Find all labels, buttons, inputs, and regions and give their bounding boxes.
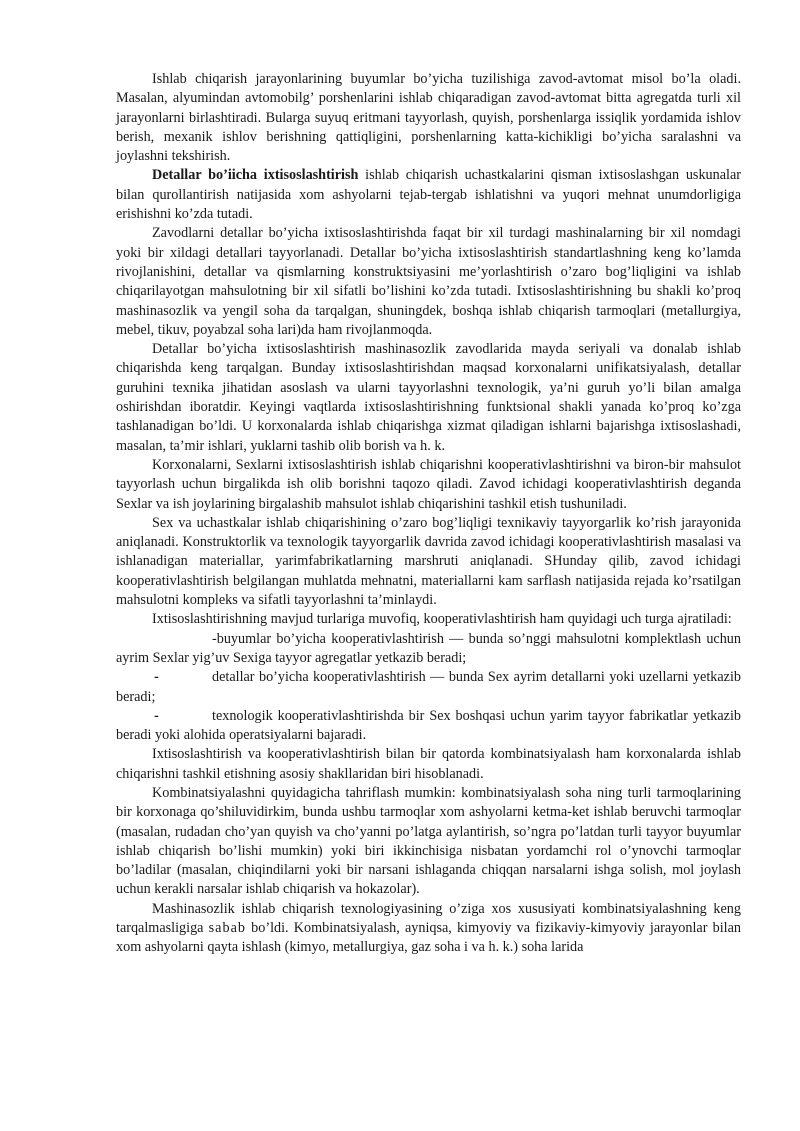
paragraph-5: Korxonalarni, Sexlarni ixtisoslashtirish ishlab chiqarishni kooperativlashtirishni va biron-bir mahsulot tayyorlash uchun birgalikda ish olib borishni taqozo qiladi. Zavod ichidagi kooperativlashtirish deganda Sexlar va ish joylarining birgalashib mahsulot ishlab chiqarishini tashkil etish tushuniladi. xyxy=(116,456,741,512)
list-item xyxy=(116,668,741,707)
list-item-text: detallar bo’yicha kooperativlashtirish — bunda Sex ayrim detallarni yoki uzellarni yetkazib beradi; xyxy=(116,669,741,705)
paragraph-6: Sex va uchastkalar ishlab chiqarishining o’zaro bog’liqligi texnikaviy tayyorgarlik ko’rish jarayonida aniqlanadi. Konstruktorlik va texnologik tayyorgarlik davrida zavod ichidagi kooperativlashtirish masalasi va ishlanadigan materiallar, yarimfabrikatlarning marshruti aniqlanadi. SHunday qilib, zavod ichidagi kooperativlashtirish belgilangan muhlatda mehnatni, materiallarni kam sarflash natijasida rejada ko’rsatilgan mahsulotni kompleks va sifatli tayyorlashni ta’minlaydi. xyxy=(116,514,741,609)
document-page xyxy=(116,70,741,958)
paragraph-2-text: ishlab chiqarish uchastkalarini qisman ixtisoslashgan uskunalar bilan qurollantirish natijasida xom ashyolarni tejab-tergab ishlatishni va yuqori mehnat unumdorligiga erishishni ko’zda tutadi. xyxy=(116,167,741,223)
paragraph-8: Ixtisoslashtirish va kooperativlashtirish bilan bir qatorda kombinatsiyalash ham korxonalarda ishlab chiqarishni tashkil etishning asosiy shakllaridan biri hisoblanadi. xyxy=(116,746,741,782)
paragraph-3: Zavodlarni detallar bo’yicha ixtisoslashtirishda faqat bir xil turdagi mashinalarning bir xil nomdagi yoki bir xildagi detallari tayyorlanadi. Detallar bo’yicha ixtisoslashtirish standartlashning keng ko’lamda rivojlanishini, detallar va qismlarning konstruktsiyasini me’yorlashtirish o’zaro bog’liqligini va ishlab chiqarilayotgan mahsulotning bir xil sifatli bo’lishini ko’zda tutadi. Ixtisoslashtirishning bu shakli ko’proq mashinasozlik va yengil soha da tarqalgan, shuningdek, boshqa ishlab chiqarish tarmoqlari (metallurgiya, mebel, tikuv, poyabzal soha lari)da ham rivojlanmoqda. xyxy=(116,225,741,338)
bold-term: Detallar bo’iicha ixtisoslashtirish xyxy=(152,167,359,184)
paragraph-2 xyxy=(116,166,741,224)
paragraph-9: Kombinatsiyalashni quyidagicha tahriflash mumkin: kombinatsiyalash soha ning turli tarmoqlarining bir korxonaga qo’shiluvidirkim, bunda ushbu tarmoqlar xom ashyolarni ketma-ket ishlab beruvchi tarmoqlar (masalan, rudadan cho’yan quyish va cho’yanni po’latga aylantirish, so’ngra po’latdan turli tayyor buyumlar ishlab chiqarish bo’lishi mumkin) yoki biri ikkinchisiga nisbatan yordamchi rol o’ynovchi tarmoqlar bo’ladilar (masalan, chiqindilarni yoki bir narsani ishlaganda chiqqan narsalarni ishga solish, mol joylash uchun kerakli narsalar ishlab chiqarish va hokazolar). xyxy=(116,784,741,898)
list-item xyxy=(116,707,741,746)
paragraph-10 xyxy=(116,900,741,958)
list-dash: - xyxy=(154,707,159,724)
list-item: -buyumlar bo’yicha kooperativlashtirish — bunda so’nggi mahsulotni komplektlash uchun ayrim Sexlar yig’uv Sexiga tayyor agregatlar yetkazib beradi; xyxy=(116,630,741,666)
paragraph-7: Ixtisoslashtirishning mavjud turlariga muvofiq, kooperativlashtirish ham quyidagi uch turga ajratiladi: xyxy=(152,611,732,628)
list-dash: - xyxy=(154,669,159,686)
paragraph-1: Ishlab chiqarish jarayonlarining buyumlar bo’yicha tuzilishiga zavod-avtomat misol bo’la oladi. Masalan, alyumindan avtomobilg’ porshenlarini ishlab chiqaradigan zavod-avtomat bitta agregatda turli xil jarayonlarni birlashtiradi. Bularga suyuq eritmani tayyorlash, quyish, porshenlarga issiqlik yordamida ishlov berish, mexanik ishlov berishning qattiqligini, porshenlarning katta-kichikligi bo’yicha saralashni va joylashni tekshirish. xyxy=(116,71,741,165)
paragraph-10-text-a: Mashinasozlik ishlab chiqarish texnologiyasining o’ziga xos xususiyati kombinatsiyalashning keng tarqalmasligiga xyxy=(116,900,741,937)
paragraph-4: Detallar bo’yicha ixtisoslashtirish mashinasozlik zavodlarida mayda seriyali va donalab ishlab chiqarishda keng tarqalgan. Bunday ixtisoslashtirishdan maqsad korxonalarni unifikatsiyalash, detallar guruhini texnika jihatidan asoslash va ularni tayyorlashni texnologik, ya’ni guruh yo’li bilan amalga oshirishdan iboratdir. Keyingi vaqtlarda ixtisoslashtirishning funktsional shakli yanada ko’proq ko’zga tashlanadigan bo’ldi. U korxonalarda ishlab chiqarishga xizmat qiladigan ishlarni bajarishga ixtisoslashadi, masalan, ta’mir ishlari, yuklarni tashib olib borish va h. k. xyxy=(116,341,741,454)
paragraph-10-text-b: bo’ldi. Kombinatsiyalash, ayniqsa, kimyoviy va fizikaviy-kimyoviy jarayonlar bilan xom ashyolarni qayta ishlash (kimyo, metallurgiya, gaz soha i va h. k.) soha larida xyxy=(116,920,741,956)
list-item-text: texnologik kooperativlashtirishda bir Sex boshqasi uchun yarim tayyor fabrikatlar yetkazib beradi yoki alohida operatsiyalarni bajaradi. xyxy=(116,707,741,744)
spaced-word: sabab xyxy=(208,920,246,937)
